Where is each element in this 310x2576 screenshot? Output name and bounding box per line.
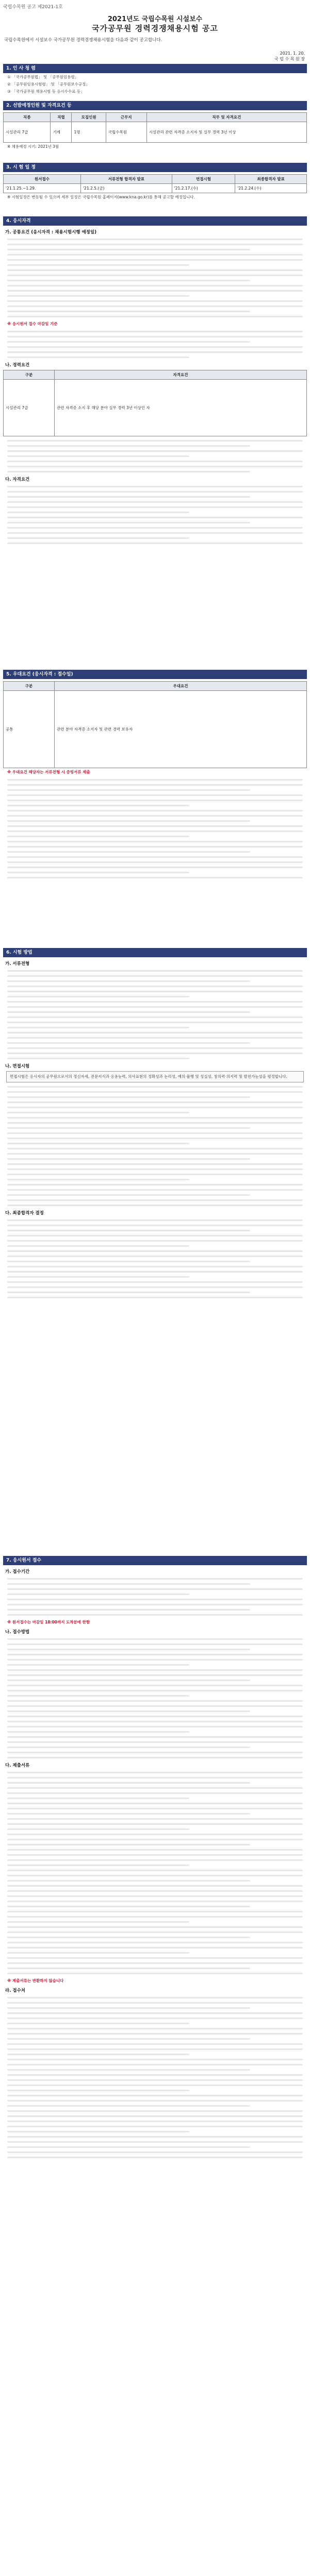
section-application	[3, 1556, 307, 2162]
text-block	[3, 1772, 307, 1974]
table-cell: 기계	[51, 122, 72, 143]
sub-head: 다. 최종합격자 결정	[5, 1211, 44, 1216]
preference-table	[3, 681, 307, 768]
section-schedule	[3, 163, 307, 201]
table-header: 면접시험	[172, 175, 235, 184]
sub-head: 나. 경력요건	[5, 363, 30, 368]
text-block	[3, 970, 307, 1059]
sub-head: 가. 공통요건 (응시자격 : 채용시험시행 예정일)	[5, 230, 96, 235]
notice-number: 국립수목원 공고 제2021-1호	[3, 5, 63, 10]
section-legal	[3, 64, 307, 96]
date-block	[274, 50, 305, 62]
section-head: 7. 응시원서 접수	[3, 1556, 307, 1565]
sub-head: 나. 접수방법	[5, 1630, 30, 1635]
sub-head: 가. 서류전형	[5, 961, 30, 967]
section-head: 6. 시험 방법	[3, 948, 307, 957]
sub-head: 나. 면접시험	[5, 1064, 30, 1069]
experience-table	[3, 370, 307, 436]
sub-head: 다. 제출서류	[5, 1763, 30, 1768]
org-name: 국 립 수 목 원 장	[274, 57, 305, 61]
table-cell: 1명	[72, 122, 106, 143]
section-positions	[3, 101, 307, 151]
note: ※ 채용예정 시기: 2021년 3월	[7, 144, 59, 149]
note: ※ 시험일정은 변동될 수 있으며 세부 일정은 국립수목원 홈페이지(www.kna.go.kr)를 통해 공고할 예정입니다.	[7, 195, 195, 199]
highlight-note: ※ 원서접수는 마감일 18:00까지 도착분에 한함	[7, 1620, 90, 1624]
table-cell: 관련 분야 자격증 소지자 및 관련 경력 보유자	[55, 691, 307, 768]
list-item: ① 「국가공무원법」 및 「공무원임용령」	[7, 75, 79, 79]
text-block	[3, 239, 307, 317]
section-head: 2. 선발예정인원 및 자격요건 등	[3, 101, 307, 110]
section-head: 3. 시 험 일 정	[3, 163, 307, 172]
table-cell: 국립수목원	[106, 122, 146, 143]
table-cell: 시설관리 7급	[4, 122, 51, 143]
table-header: 최종합격자 발표	[235, 175, 307, 184]
table-header: 직무 및 자격요건	[146, 113, 306, 122]
table-header: 원서접수	[4, 175, 81, 184]
text-block	[3, 440, 307, 472]
sub-head: 가. 접수기간	[5, 1569, 30, 1574]
table-cell: '21.1.25.~1.29.	[4, 184, 81, 193]
table-header: 직렬	[51, 113, 72, 122]
section-eligibility	[3, 216, 307, 548]
intro-text: 국립수목원에서 시설보수 국가공무원 경력경쟁채용시험을 다음과 같이 공고합니다.	[4, 38, 162, 43]
text-block	[3, 1219, 307, 1298]
date: 2021. 1. 20.	[280, 51, 305, 56]
text-block	[3, 1638, 307, 1758]
doc-title-line2: 국가공무원 경력경쟁채용시험 공고	[92, 24, 218, 33]
section-head: 1. 인 사 청 렴	[3, 64, 307, 73]
schedule-table	[3, 174, 307, 193]
table-header: 구분	[4, 682, 55, 691]
doc-title-line1: 2021년도 국립수목원 시설보수	[107, 15, 203, 23]
table-cell: '21.2.24.(수)	[235, 184, 307, 193]
text-block	[3, 331, 307, 358]
text-block	[3, 779, 307, 878]
list-item: ③ 「국가공무원 채용시험 등 응시수수료 등」	[7, 89, 85, 94]
list-item: ② 「공무원임용시험령」 및 「공무원보수규정」	[7, 82, 90, 87]
positions-table	[3, 112, 307, 143]
interview-box: 면접시험은 응시자의 공무원으로서의 정신자세, 전문지식과 응용능력, 의사표현의 정확성과 논리성, 예의·품행 및 성실성, 창의력·의지력 및 발전가능성을 평정합니다.	[6, 1071, 304, 1082]
table-header: 모집인원	[72, 113, 106, 122]
text-block	[3, 1578, 307, 1616]
table-cell: 시설관리 7급	[4, 380, 55, 436]
table-header: 서류전형 합격자 발표	[81, 175, 172, 184]
text-block	[3, 486, 307, 544]
table-header: 구분	[4, 370, 55, 380]
table-header: 근무지	[106, 113, 146, 122]
text-block	[3, 1086, 307, 1206]
sub-head: 라. 접수처	[5, 1988, 26, 1993]
table-header: 우대요건	[55, 682, 307, 691]
section-head: 4. 응시자격	[3, 216, 307, 226]
section-head: 5. 우대요건 (응시자격 : 접수일)	[3, 670, 307, 679]
highlight-note: ※ 응시원서 접수 마감일 기준	[7, 321, 58, 326]
section-preference	[3, 670, 307, 882]
highlight-note: ※ 제출서류는 반환하지 않습니다	[7, 1978, 64, 1983]
text-block	[3, 1997, 307, 2158]
table-cell: '21.2.5.(금)	[81, 184, 172, 193]
highlight-note: ※ 우대요건 해당자는 서류전형 시 증빙서류 제출	[7, 770, 90, 774]
section-exam-method	[3, 948, 307, 1302]
sub-head: 다. 자격요건	[5, 477, 30, 482]
table-header: 자격요건	[55, 370, 307, 380]
table-cell: 관련 자격증 소지 후 해당 분야 실무 경력 3년 이상인 자	[55, 380, 307, 436]
table-cell: 공통	[4, 691, 55, 768]
table-cell: 시설관리 관련 자격증 소지자 및 실무 경력 3년 이상	[146, 122, 306, 143]
table-header: 직종	[4, 113, 51, 122]
table-cell: '21.2.17.(수)	[172, 184, 235, 193]
